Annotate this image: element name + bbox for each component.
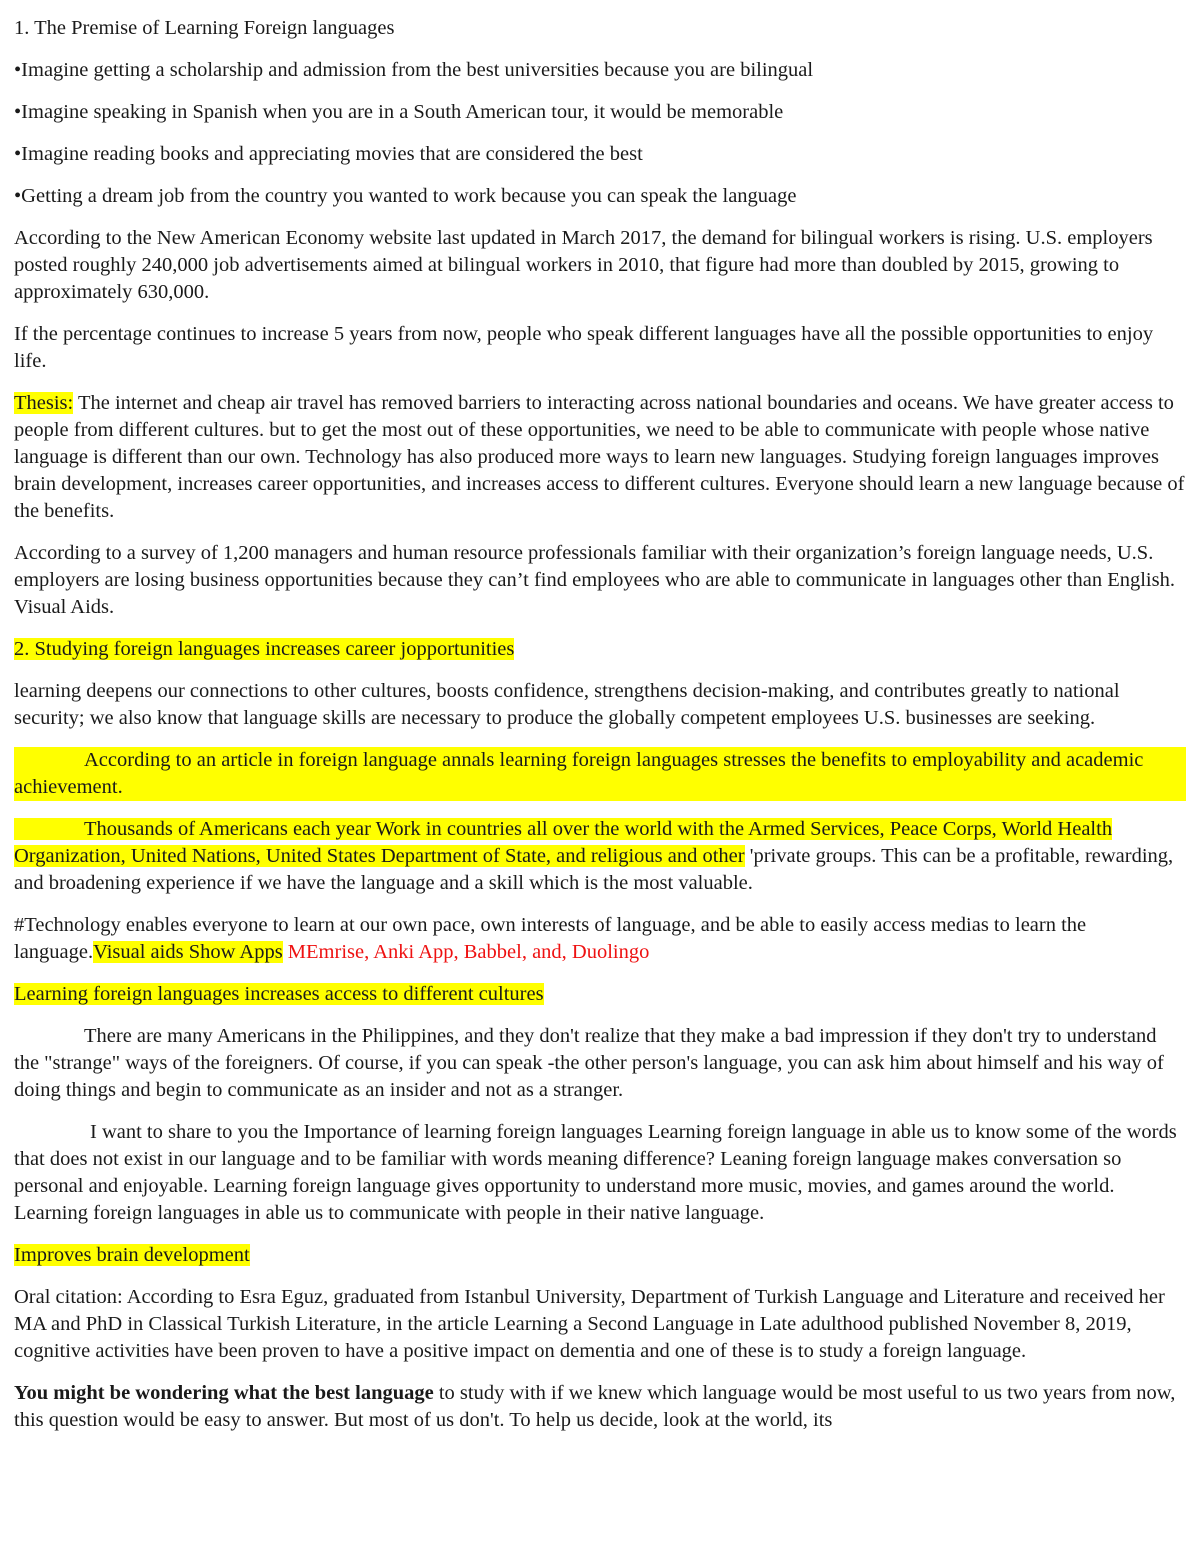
section-heading-career xyxy=(14,636,1186,663)
bullet-item-spanish: •Imagine speaking in Spanish when you are in a South American tour, it would be memorable xyxy=(14,101,784,123)
visual-aids-highlight: Visual aids Show Apps xyxy=(93,941,283,963)
paragraph-economy: According to the New American Economy website last updated in March 2017, the demand for bilingual workers is rising. U.S. employers posted roughly 240,000 job advertisements aimed at bilingual workers in 2010, that figure had more than doubled by 2015, growing to approximately 630,000. xyxy=(14,227,1153,303)
section-heading-brain xyxy=(14,1242,1186,1269)
paragraph-wondering-text: to study with if we knew which language would be most useful to us two years from now, this question would be easy to answer. But most of us don't. To help us decide, look at the world, its xyxy=(14,1382,1176,1431)
section-heading-cultures xyxy=(14,981,1186,1008)
thesis-text: The internet and cheap air travel has removed barriers to interacting across national boundaries and oceans. We have greater access to people from different cultures. but to get the most out of these opportunities, we need to be able to communicate with people whose native language is different than our own. Technology has also produced more ways to learn new languages. Studying foreign languages improves brain development, increases career opportunities, and increases access to different cultures. Everyone should learn a new language because of the benefits. xyxy=(14,392,1185,522)
paragraph-thousands-rest: 'private groups. This can be a profitable, rewarding, and broadening experience if we have the language and a skill which is the most valuable. xyxy=(14,845,1174,894)
paragraph-percentage: If the percentage continues to increase 5 years from now, people who speak different languages have all the possible opportunities to enjoy life. xyxy=(14,323,1154,372)
section-heading-cultures-text: Learning foreign languages increases access to different cultures xyxy=(14,983,544,1005)
paragraph-technology xyxy=(14,912,1186,966)
paragraph-philippines-text: There are many Americans in the Philippines, and they don't realize that they make a bad impression if they don't try to understand the "strange" ways of the foreigners. Of course, if you can speak -the other person's language, you can ask him about himself and his way of doing things and begin to communicate as an insider and not as a stranger. xyxy=(14,1025,1164,1101)
paragraph-technology-text: #Technology enables everyone to learn at our own pace, own interests of language, and be able to easily access medias to learn the language. xyxy=(14,914,1087,963)
document-heading: 1. The Premise of Learning Foreign languages xyxy=(14,17,395,39)
paragraph-wondering-bold: You might be wondering what the best language xyxy=(14,1382,434,1404)
paragraph-wondering xyxy=(14,1380,1186,1434)
paragraph-learning-deepens: learning deepens our connections to other cultures, boosts confidence, strengthens decision-making, and contributes greatly to national security; we also know that language skills are necessary to produce the globally competent employees U.S. businesses are seeking. xyxy=(14,680,1120,729)
paragraph-thousands xyxy=(14,816,1186,897)
bullet-item-dream-job: •Getting a dream job from the country you wanted to work because you can speak the language xyxy=(14,185,797,207)
paragraph-share xyxy=(14,1119,1186,1227)
paragraph-philippines xyxy=(14,1023,1186,1104)
paragraph-article-annals-text: According to an article in foreign language annals learning foreign languages stresses the benefits to employability and academic achievement. xyxy=(14,749,1144,798)
bullet-item-scholarship: •Imagine getting a scholarship and admission from the best universities because you are bilingual xyxy=(14,59,814,81)
paragraph-share-text: I want to share to you the Importance of learning foreign languages Learning foreign language in able us to know some of the words that does not exist in our language and to be familiar with words meaning difference? Leaning foreign language makes conversation so personal and enjoyable. Learning foreign language gives opportunity to understand more music, movies, and games around the world. Learning foreign languages in able us to communicate with people in their native language. xyxy=(14,1121,1177,1224)
section-heading-career-text: 2. Studying foreign languages increases career jopportunities xyxy=(14,638,515,660)
thesis-label: Thesis: xyxy=(14,392,74,414)
apps-list: MEmrise, Anki App, Babbel, and, Duolingo xyxy=(282,941,650,963)
section-heading-brain-text: Improves brain development xyxy=(14,1244,250,1266)
paragraph-article-annals xyxy=(14,747,1186,801)
paragraph-survey: According to a survey of 1,200 managers and human resource professionals familiar with their organization’s foreign language needs, U.S. employers are losing business opportunities because they can’t find employees who are able to communicate in languages other than English. Visual Aids. xyxy=(14,542,1175,618)
bullet-item-books: •Imagine reading books and appreciating movies that are considered the best xyxy=(14,143,643,165)
paragraph-thousands-highlight-text: Thousands of Americans each year Work in countries all over the world with the Armed Services, Peace Corps, World Health Organization, United Nations, United States Department of State, and religious and other xyxy=(14,818,1113,867)
paragraph-thesis xyxy=(14,390,1186,525)
paragraph-oral-citation: Oral citation: According to Esra Eguz, graduated from Istanbul University, Department of Turkish Language and Literature and received her MA and PhD in Classical Turkish Literature, in the article Learning a Second Language in Late adulthood published November 8, 2019, cognitive activities have been proven to have a positive impact on dementia and one of these is to study a foreign language. xyxy=(14,1286,1165,1362)
